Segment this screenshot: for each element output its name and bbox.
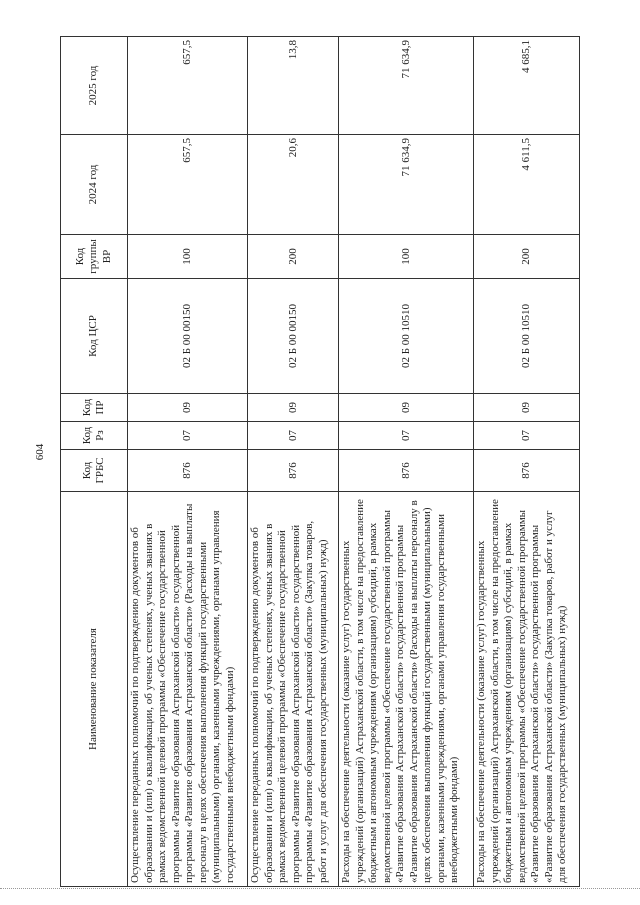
row-rz: 07 — [248, 422, 339, 450]
row-vr: 200 — [248, 235, 339, 279]
row-2025: 657,5 — [128, 37, 248, 135]
row-rz: 07 — [339, 422, 474, 450]
row-grbs: 876 — [248, 450, 339, 492]
row-pr: 09 — [474, 394, 580, 422]
header-pr: Код ПР — [61, 394, 128, 422]
row-vr: 200 — [474, 235, 580, 279]
table-row — [474, 37, 580, 887]
row-csr: 02 Б 00 00150 — [248, 279, 339, 394]
table-row — [248, 37, 339, 887]
budget-table — [60, 36, 580, 887]
row-name: Осуществление переданных полномочий по подтверждению документов об образовании и (или) о квалификации, об ученых степенях, ученых званиях в рамках ведомственной целевой программы «Обеспечение государственной программы «Развитие образования Астраханской области» государственной программы «Развитие образования Астраханской области» (Расходы на выплаты персоналу в целях обеспечения выполнения функций государственными (муниципальными) органами, казенными учреждениями, органами управления государственными внебюджетными фондами) — [128, 492, 248, 887]
row-rz: 07 — [474, 422, 580, 450]
table-row — [128, 37, 248, 887]
header-rz: Код Рз — [61, 422, 128, 450]
row-name: Осуществление переданных полномочий по подтверждению документов об образовании и (или) о квалификации, об ученых степенях, ученых званиях в рамках ведомственной целевой программы «Обеспечение государственной программы «Развитие образования Астраханской области» государственной программы «Развитие образования Астраханской области» (Закупка товаров, работ и услуг для обеспечения государственных (муниципальных) нужд) — [248, 492, 339, 887]
header-2025: 2025 год — [61, 37, 128, 135]
header-vr: Код группы ВР — [61, 235, 128, 279]
row-name: Расходы на обеспечение деятельности (оказание услуг) государственных учреждений (организаций) Астраханской области, в том числе на предоставление бюджетным и автономным учреждениям (организациям) субсидий, в рамках ведомственной целевой программы «Обеспечение государственной программы «Развитие образования Астраханской области» государственной программы «Развитие образования Астраханской области» (Расходы на выплаты персоналу в целях обеспечения выполнения функций государственными (муниципальными) органами, казенными учреждениями, органами управления государственными внебюджетными фондами) — [339, 492, 474, 887]
header-2024: 2024 год — [61, 135, 128, 235]
row-csr: 02 Б 00 10510 — [339, 279, 474, 394]
page-number: 604 — [34, 443, 46, 461]
header-name: Наименование показателя — [61, 492, 128, 887]
row-2025: 4 685,1 — [474, 37, 580, 135]
row-2025: 13,8 — [248, 37, 339, 135]
row-rz: 07 — [128, 422, 248, 450]
header-grbs: Код ГРБС — [61, 450, 128, 492]
page-bottom-rule — [0, 888, 640, 889]
row-grbs: 876 — [339, 450, 474, 492]
row-csr: 02 Б 00 00150 — [128, 279, 248, 394]
row-2024: 4 611,5 — [474, 135, 580, 235]
row-pr: 09 — [248, 394, 339, 422]
row-vr: 100 — [339, 235, 474, 279]
row-grbs: 876 — [128, 450, 248, 492]
row-2024: 71 634,9 — [339, 135, 474, 235]
header-csr: Код ЦСР — [61, 279, 128, 394]
table-row — [339, 37, 474, 887]
row-pr: 09 — [339, 394, 474, 422]
row-2024: 20,6 — [248, 135, 339, 235]
row-pr: 09 — [128, 394, 248, 422]
row-vr: 100 — [128, 235, 248, 279]
table-header-row — [61, 37, 128, 887]
row-2025: 71 634,9 — [339, 37, 474, 135]
row-2024: 657,5 — [128, 135, 248, 235]
row-name: Расходы на обеспечение деятельности (оказание услуг) государственных учреждений (организаций) Астраханской области, в том числе на предоставление бюджетным и автономным учреждениям (организациям) субсидий, в рамках ведомственной целевой программы «Обеспечение государственной программы «Развитие образования Астраханской области» государственной программы «Развитие образования Астраханской области» (Закупка товаров, работ и услуг для обеспечения государственных (муниципальных) нужд) — [474, 492, 580, 887]
row-grbs: 876 — [474, 450, 580, 492]
row-csr: 02 Б 00 10510 — [474, 279, 580, 394]
rotated-table-container — [60, 37, 580, 887]
